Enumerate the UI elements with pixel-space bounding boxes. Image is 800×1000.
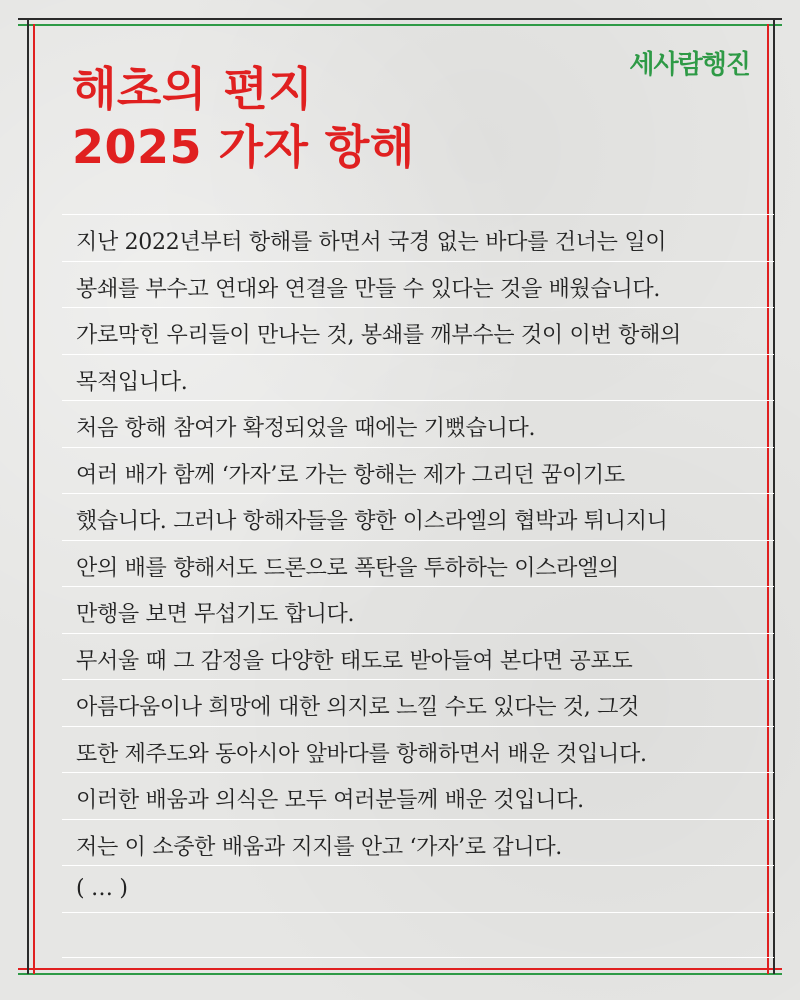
left-border-red [33, 24, 35, 974]
letter-line: 무서울 때 그 감정을 다양한 태도로 받아들여 본다면 공포도 [62, 633, 774, 680]
letter-line: 만행을 보면 무섭기도 합니다. [62, 586, 774, 633]
top-border-dark [18, 18, 782, 20]
letter-line: 처음 항해 참여가 확정되었을 때에는 기뻤습니다. [62, 400, 774, 447]
page-title [72, 60, 415, 176]
letter-line: 이러한 배움과 의식은 모두 여러분들께 배운 것입니다. [62, 772, 774, 819]
letter-body [62, 214, 774, 958]
letter-line [62, 912, 774, 959]
letter-line: 저는 이 소중한 배움과 지지를 안고 ‘가자’로 갑니다. [62, 819, 774, 866]
letter-line: ( … ) [62, 865, 774, 912]
bottom-border-green [18, 973, 782, 975]
letter-line: 목적입니다. [62, 354, 774, 401]
letter-line: 또한 제주도와 동아시아 앞바다를 항해하면서 배운 것입니다. [62, 726, 774, 773]
letter-line: 안의 배를 향해서도 드론으로 폭탄을 투하하는 이스라엘의 [62, 540, 774, 587]
letter-line: 했습니다. 그러나 항해자들을 향한 이스라엘의 협박과 튀니지니 [62, 493, 774, 540]
bottom-border-red [18, 968, 782, 970]
left-border-dark [27, 18, 29, 974]
letter-line: 가로막힌 우리들이 만나는 것, 봉쇄를 깨부수는 것이 이번 항해의 [62, 307, 774, 354]
letter-line: 봉쇄를 부수고 연대와 연결을 만들 수 있다는 것을 배웠습니다. [62, 261, 774, 308]
letter-line: 지난 2022년부터 항해를 하면서 국경 없는 바다를 건너는 일이 [62, 214, 774, 261]
letter-line: 여러 배가 함께 ‘가자’로 가는 항해는 제가 그리던 꿈이기도 [62, 447, 774, 494]
title-line-2: 2025 가자 항해 [72, 120, 415, 174]
top-border-green [18, 24, 782, 26]
title-line-1: 해초의 편지 [72, 62, 314, 116]
letter-line: 아름다움이나 희망에 대한 의지로 느낄 수도 있다는 것, 그것 [62, 679, 774, 726]
brand-logo: 세사람행진 [629, 50, 750, 80]
